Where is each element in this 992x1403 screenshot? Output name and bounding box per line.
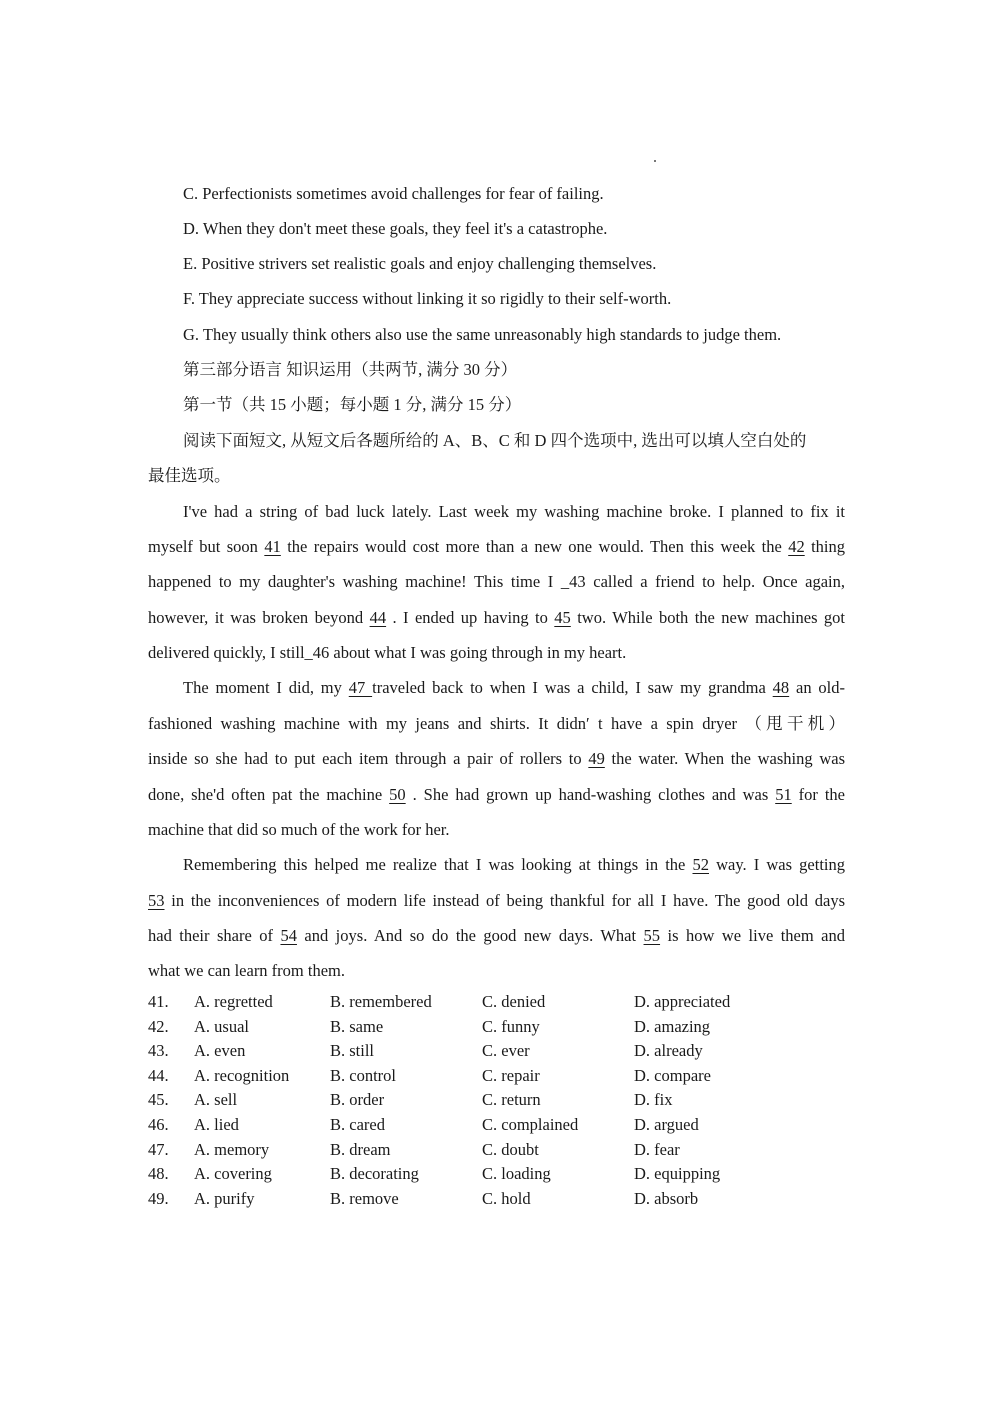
option-c: C. complained: [482, 1115, 579, 1134]
question-number: 42.: [148, 1016, 169, 1036]
option-a: A. covering: [194, 1164, 272, 1184]
option-b: B. remembered: [330, 992, 432, 1011]
option-line-e: E. Positive strivers set realistic goals and enjoy challenging themselves.: [183, 254, 657, 273]
option-c: C. ever: [482, 1041, 530, 1061]
option-b: B. remove: [330, 1188, 399, 1208]
question-number: 45.: [148, 1090, 169, 1110]
blank-52: 52: [692, 855, 709, 874]
scan-speck: [654, 160, 656, 162]
blank-55: 55: [643, 926, 661, 945]
blank-47: 47: [348, 678, 373, 697]
option-b: B. control: [330, 1065, 396, 1085]
option-c: C. return: [482, 1090, 541, 1110]
passage-line: done, she'd often pat the machine 50 . She had grown up hand-washing clothes and was 51 for the: [148, 785, 845, 804]
blank-54: 54: [280, 926, 297, 945]
option-b: B. same: [330, 1016, 384, 1036]
passage-line: fashioned washing machine with my jeans and shirts. It didn′ t have a spin dryer （甩干机）: [148, 714, 845, 733]
option-c: C. denied: [482, 992, 546, 1011]
option-b: B. still: [330, 1041, 375, 1061]
passage-line: had their share of 54 and joys. And so do the good new days. What 55 is how we live them and: [148, 926, 845, 945]
blank-53: 53: [148, 891, 165, 910]
option-a: A. usual: [194, 1016, 249, 1036]
option-d: D. equipping: [634, 1164, 721, 1184]
option-a: A. memory: [194, 1139, 270, 1159]
instruction-line-1: 阅读下面短文, 从短文后各题所给的 A、B、C 和 D 四个选项中, 选出可以填人空白处的: [183, 431, 807, 450]
question-number: 43.: [148, 1041, 169, 1061]
blank-42: 42: [788, 537, 805, 556]
question-number: 46.: [148, 1115, 169, 1134]
passage-line: 53 in the inconveniences of modern life instead of being thankful for all I have. The good old days: [148, 891, 845, 910]
option-c: C. funny: [482, 1016, 540, 1036]
option-d: D. compare: [634, 1065, 711, 1085]
question-number: 48.: [148, 1164, 169, 1184]
blank-44: 44: [369, 608, 387, 627]
option-d: D. already: [634, 1041, 703, 1061]
passage-line: Remembering this helped me realize that I was looking at things in the 52 way. I was getting: [183, 855, 845, 874]
option-a: A. lied: [194, 1115, 239, 1134]
option-c: C. repair: [482, 1065, 540, 1085]
blank-45: 45: [554, 608, 571, 627]
option-c: C. loading: [482, 1164, 551, 1184]
question-number: 49.: [148, 1188, 169, 1208]
passage-line: The moment I did, my 47 traveled back to when I was a child, I saw my grandma 48 an old-: [183, 678, 846, 697]
option-a: A. regretted: [194, 992, 273, 1011]
option-a: A. recognition: [194, 1065, 290, 1085]
blank-49: 49: [588, 749, 605, 768]
passage-line: however, it was broken beyond 44 . I ended up having to 45 two. While both the new machines got: [148, 608, 845, 627]
option-line-f: F. They appreciate success without linking it so rigidly to their self-worth.: [183, 289, 672, 308]
option-a: A. sell: [194, 1090, 238, 1110]
option-c: C. doubt: [482, 1139, 539, 1159]
blank-50: 50: [389, 785, 406, 804]
question-number: 44.: [148, 1065, 169, 1085]
question-number: 47.: [148, 1139, 169, 1159]
option-line-d: D. When they don't meet these goals, they feel it's a catastrophe.: [183, 219, 608, 238]
option-d: D. fear: [634, 1139, 680, 1159]
question-number: 41.: [148, 992, 169, 1011]
option-b: B. cared: [330, 1115, 385, 1134]
option-d: D. argued: [634, 1115, 699, 1134]
blank-41: 41: [264, 537, 281, 556]
part3-heading: 第三部分语言 知识运用（共两节, 满分 30 分）: [183, 360, 518, 379]
blank-48: 48: [772, 678, 790, 697]
passage-line: machine that did so much of the work for her.: [148, 820, 450, 839]
option-a: A. even: [194, 1041, 246, 1061]
option-a: A. purify: [194, 1188, 255, 1208]
instruction-line-2: 最佳选项。: [148, 466, 231, 485]
passage-line: delivered quickly, I still_46 about what I was going through in my heart.: [148, 643, 627, 662]
option-b: B. decorating: [330, 1164, 419, 1184]
section1-heading: 第一节（共 15 小题；每小题 1 分, 满分 15 分）: [183, 395, 522, 414]
blank-51: 51: [775, 785, 792, 804]
passage-line: what we can learn from them.: [148, 961, 346, 980]
option-b: B. dream: [330, 1139, 391, 1159]
option-d: D. amazing: [634, 1016, 711, 1036]
option-line-g: G. They usually think others also use the same unreasonably high standards to judge them.: [183, 325, 782, 344]
option-d: D. appreciated: [634, 992, 731, 1011]
option-b: B. order: [330, 1090, 385, 1110]
passage-line: I've had a string of bad luck lately. Last week my washing machine broke. I planned to fix it: [183, 502, 845, 521]
option-line-c: C. Perfectionists sometimes avoid challenges for fear of failing.: [183, 184, 604, 203]
passage-line: inside so she had to put each item through a pair of rollers to 49 the water. When the washing was: [148, 749, 846, 768]
option-d: D. fix: [634, 1090, 673, 1110]
passage-line: happened to my daughter's washing machine! This time I _43 called a friend to help. Once again,: [148, 572, 845, 591]
option-d: D. absorb: [634, 1188, 699, 1208]
passage-line: myself but soon 41 the repairs would cost more than a new one would. Then this week the 42 thing: [148, 537, 846, 556]
option-c: C. hold: [482, 1188, 531, 1208]
